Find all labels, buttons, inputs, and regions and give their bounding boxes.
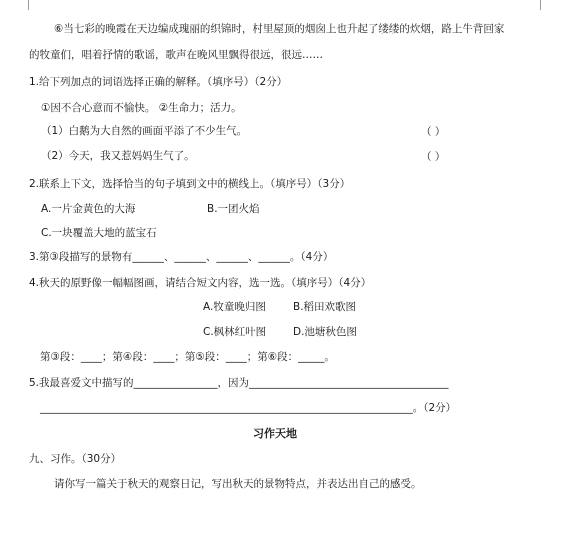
question-3-stem: 3.第③段描写的景物有______、______、______、______。（4分） <box>29 251 334 263</box>
question-4-option-a: A.牧童晚归图 <box>203 301 266 313</box>
question-1-sub1: （1）白鹅为大自然的画面平添了不少生气。 <box>41 125 248 137</box>
question-4-option-c: C.枫林红叶图 <box>203 326 267 338</box>
passage-paragraph-6-line2: 的牧童们，唱着抒情的歌谣，歌声在晚风里飘得很远，很远…… <box>29 49 323 61</box>
writing-prompt: 请你写一篇关于秋天的观察日记，写出秋天的景物特点，并表达出自己的感受。 <box>54 478 422 490</box>
question-4-option-d: D.池塘秋色图 <box>293 326 357 338</box>
question-2-option-a: A.一片金黄色的大海 <box>41 203 136 215</box>
section-heading: 九、习作。（30分） <box>29 453 122 465</box>
section-title: 习作天地 <box>253 427 297 440</box>
question-5-line1: 5.我最喜爱文中描写的________________，因为______________________________________ <box>29 377 449 389</box>
question-5-line2: _______________________________________________________________________。（2分） <box>40 402 457 414</box>
question-1-sub2: （2）今天，我又惹妈妈生气了。 <box>41 150 195 162</box>
question-4-answer-blanks: 第③段：____；第④段：____；第⑤段：____；第⑥段：_____。 <box>40 351 335 363</box>
crop-mark-right <box>540 0 541 10</box>
answer-paren-1: （ ） <box>421 126 446 138</box>
question-4-option-b: B.稻田欢歌图 <box>293 301 357 313</box>
question-4-stem: 4.秋天的原野像一幅幅图画，请结合短文内容，选一选。（填序号）（4分） <box>29 277 372 289</box>
question-2-option-b: B.一团火焰 <box>207 203 260 215</box>
passage-paragraph-6-line1: ⑥当七彩的晚霞在天边编成瑰丽的织锦时，村里屋顶的烟囱上也升起了缕缕的炊烟，路上牛背回家 <box>54 23 505 35</box>
question-2-option-c: C.一块覆盖大地的蓝宝石 <box>41 227 157 239</box>
answer-paren-2: （ ） <box>421 151 446 163</box>
question-2-stem: 2.联系上下文，选择恰当的句子填到文中的横线上。（填序号）（3分） <box>29 178 351 190</box>
question-1-options: ①因不合心意而不愉快。 ②生命力；活力。 <box>41 102 242 114</box>
question-1-stem: 1.给下列加点的词语选择正确的解释。（填序号）（2分） <box>29 76 288 88</box>
crop-mark-left <box>28 0 29 10</box>
